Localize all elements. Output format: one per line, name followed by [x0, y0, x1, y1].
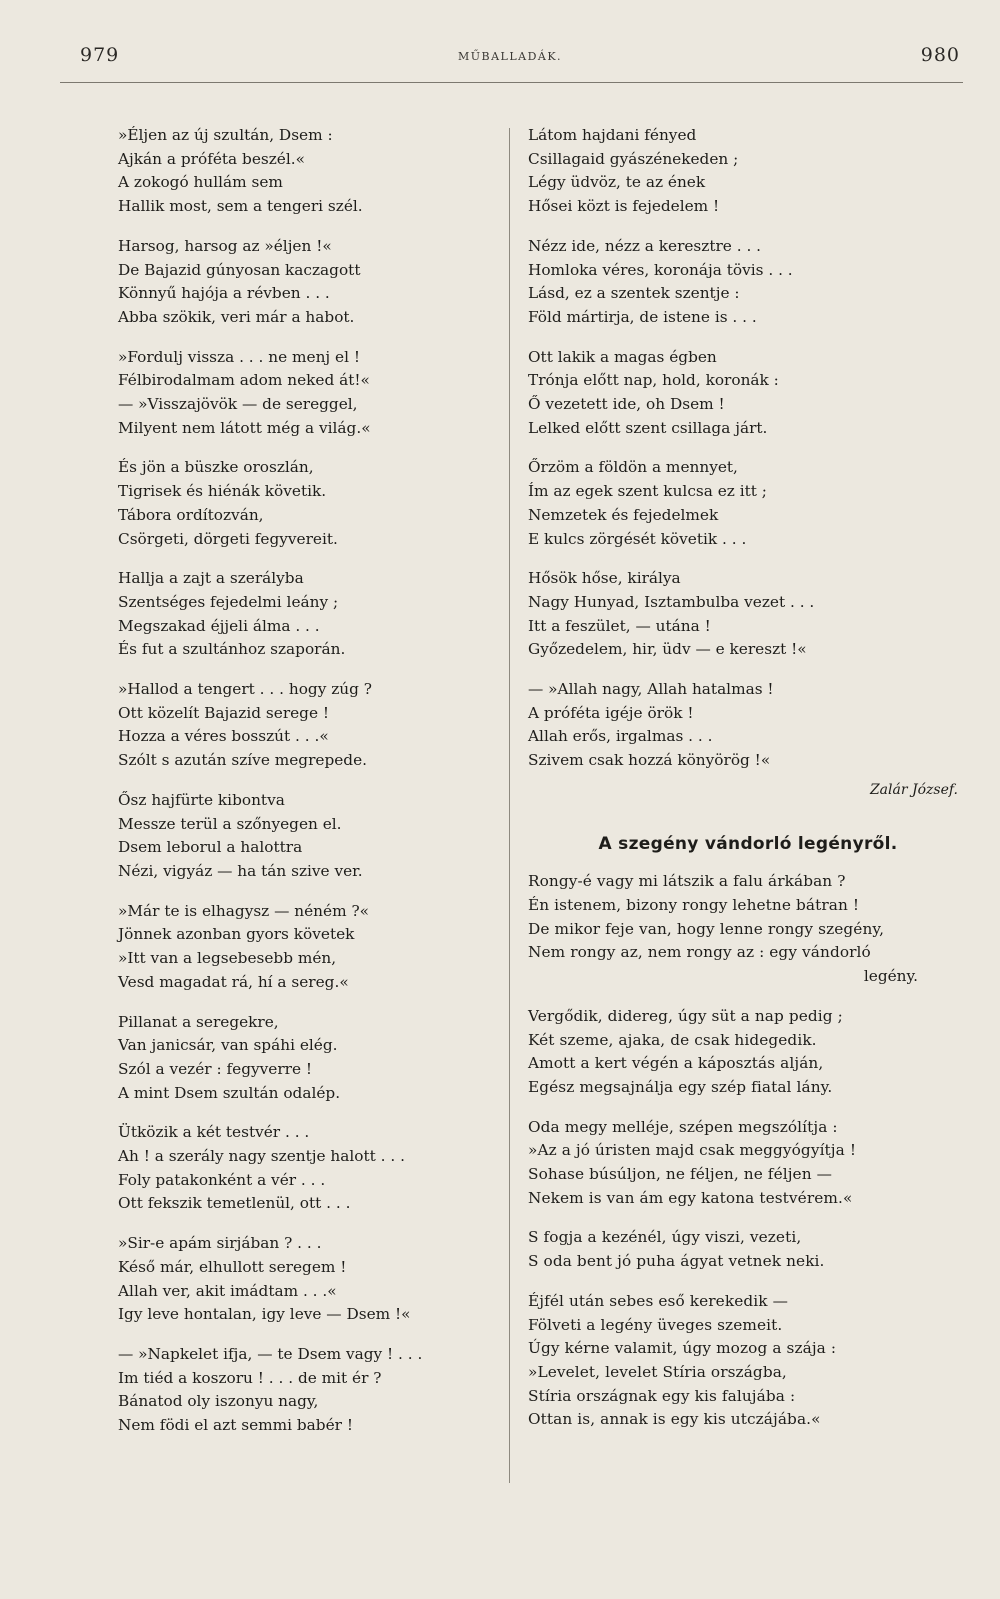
stanza — [528, 870, 968, 989]
poem-line: E kulcs zörgését követik . . . — [528, 529, 747, 548]
stanza — [528, 235, 968, 330]
header-rule — [60, 82, 963, 83]
poem-line: Stíria országnak egy kis falujába : — [528, 1386, 796, 1405]
poem-line: Vesd magadat rá, hí a sereg.« — [118, 972, 349, 991]
poem-line: Trónja előtt nap, hold, koronák : — [528, 371, 779, 390]
stanza — [118, 456, 498, 551]
poem-line: Félbirodalmam adom neked át!« — [118, 371, 370, 390]
poem-line: Csörgeti, dörgeti fegyvereit. — [118, 529, 338, 548]
poem-line: Késő már, elhullott seregem ! — [118, 1257, 347, 1276]
stanza — [528, 1226, 968, 1273]
poem-line: Tigrisek és hiénák követik. — [118, 482, 327, 501]
poem-line: Nemzetek és fejedelmek — [528, 505, 719, 524]
page-number-right: 980 — [920, 44, 960, 66]
author-signature: Zalár József. — [869, 781, 958, 798]
poem-line: Ő vezetett ide, oh Dsem ! — [528, 395, 725, 414]
poem-line: — »Napkelet ifja, — te Dsem vagy ! . . . — [118, 1344, 423, 1363]
poem-line: Szólt s azután szíve megrepede. — [118, 751, 368, 770]
poem-line-continuation: legény. — [863, 967, 918, 986]
poem-line: Szentséges fejedelmi leány ; — [118, 592, 339, 611]
poem-line: Hősei közt is fejedelem ! — [528, 197, 720, 216]
poem-line: Lelked előtt szent csillaga járt. — [528, 418, 768, 437]
poem-line: Lásd, ez a szentek szentje : — [528, 284, 740, 303]
poem-line: »Az a jó úristen majd csak meggyógyítja ! — [528, 1141, 857, 1160]
page-number-left: 979 — [80, 44, 120, 66]
poem-line: Ím az egek szent kulcsa ez itt ; — [528, 482, 767, 501]
poem-line: Dsem leborul a halottra — [118, 838, 303, 857]
poem-line: Rongy-é vagy mi látszik a falu árkában ? — [528, 872, 846, 891]
stanza — [118, 900, 498, 995]
running-title: MŰBALLADÁK. — [457, 50, 563, 63]
poem-line: Szól a vezér : fegyverre ! — [118, 1059, 313, 1078]
stanza — [528, 678, 968, 773]
poem-line: Hozza a véres bosszút . . .« — [118, 727, 329, 746]
column-divider — [509, 128, 510, 1483]
poem-line: Egész megsajnálja egy szép fiatal lány. — [528, 1077, 833, 1096]
poem-line: Hallja a zajt a szerályba — [118, 569, 304, 588]
poem-line: Én istenem, bizony rongy lehetne bátran ! — [528, 895, 860, 914]
poem-line: Őrzöm a földön a mennyet, — [528, 458, 738, 477]
poem-line: Vergődik, didereg, úgy süt a nap pedig ; — [528, 1006, 843, 1025]
poem-line: Pillanat a seregekre, — [118, 1012, 279, 1031]
poem-line: De mikor feje van, hogy lenne rongy szegény, — [528, 919, 885, 938]
stanza — [528, 124, 968, 219]
poem-title: A szegény vándorló legényről. — [598, 833, 898, 854]
poem-line: És jön a büszke oroszlán, — [118, 458, 314, 477]
poem-line: Ősz hajfürte kibontva — [118, 790, 285, 809]
poem-line: Itt a feszület, — utána ! — [528, 616, 711, 635]
poem-line: S fogja a kezénél, úgy viszi, vezeti, — [528, 1228, 802, 1247]
poem-line: Oda megy melléje, szépen megszólítja : — [528, 1117, 838, 1136]
poem-line: Messze terül a szőnyegen el. — [118, 814, 342, 833]
poem-line: Homloka véres, koronája tövis . . . — [528, 260, 793, 279]
poem-line: Abba szökik, veri már a habot. — [118, 307, 355, 326]
poem-line: Fölveti a legény üveges szemeit. — [528, 1315, 783, 1334]
poem-line: Két szeme, ajaka, de csak hidegedik. — [528, 1030, 817, 1049]
poem-line: Milyent nem látott még a világ.« — [118, 418, 371, 437]
poem-line: Nem födi el azt semmi babér ! — [118, 1416, 353, 1435]
poem-line: Tábora ordítozván, — [118, 505, 264, 524]
poem-line: Allah ver, akit imádtam . . .« — [118, 1281, 337, 1300]
poem-line: Van janicsár, van spáhi elég. — [118, 1036, 338, 1055]
stanza — [118, 678, 498, 773]
poem-line: »Már te is elhagysz — néném ?« — [118, 901, 370, 920]
poem-line: — »Visszajövök — de sereggel, — [118, 395, 358, 414]
poem-line: Ajkán a próféta beszél.« — [118, 149, 305, 168]
stanza — [118, 235, 498, 330]
poem-line: Föld mártirja, de istene is . . . — [528, 307, 757, 326]
stanza — [118, 1011, 498, 1106]
poem-line: Ütközik a két testvér . . . — [118, 1123, 310, 1142]
poem-line: Allah erős, irgalmas . . . — [528, 727, 713, 746]
stanza — [118, 1343, 498, 1438]
poem-line: Nézz ide, nézz a keresztre . . . — [528, 236, 762, 255]
stanza — [118, 124, 498, 219]
poem-line: S oda bent jó puha ágyat vetnek neki. — [528, 1252, 825, 1271]
poem-line: Jönnek azonban gyors követek — [118, 925, 355, 944]
poem-line: Megszakad éjjeli álma . . . — [118, 616, 320, 635]
poem-line: Nagy Hunyad, Isztambulba vezet . . . — [528, 592, 815, 611]
poem-line: Nézi, vigyáz — ha tán szive ver. — [118, 861, 363, 880]
poem-line: Ott fekszik temetlenül, ott . . . — [118, 1194, 351, 1213]
poem-line: Nem rongy az, nem rongy az : egy vándorló — [528, 943, 871, 962]
poem-line: Látom hajdani fényed — [528, 126, 697, 144]
stanza — [528, 1116, 968, 1211]
stanza — [528, 1005, 968, 1100]
poem-line: Nekem is van ám egy katona testvérem.« — [528, 1188, 853, 1207]
stanza — [528, 456, 968, 551]
stanza — [118, 1232, 498, 1327]
poem-line: Ott lakik a magas égben — [528, 347, 717, 366]
poem-line: Ott közelít Bajazid serege ! — [118, 703, 330, 722]
poem-continuation — [528, 124, 968, 773]
poem-line: És fut a szultánhoz szaporán. — [118, 640, 346, 659]
page-header — [60, 44, 960, 84]
poem-line: Csillagaid gyászénekeden ; — [528, 149, 739, 168]
poem-line: Éjfél után sebes eső kerekedik — — [528, 1291, 788, 1310]
poem-line: »Fordulj vissza . . . ne menj el ! — [118, 347, 360, 366]
poem-line: Ah ! a szerály nagy szentje halott . . . — [118, 1147, 405, 1166]
poem-line: »Hallod a tengert . . . hogy zúg ? — [118, 680, 372, 699]
stanza — [118, 1121, 498, 1216]
poem-body — [528, 1005, 968, 1432]
stanza — [118, 346, 498, 441]
poem-line: Amott a kert végén a káposztás alján, — [528, 1054, 824, 1073]
stanza — [118, 567, 498, 662]
poem-line: Bánatod oly iszonyu nagy, — [118, 1392, 319, 1411]
left-column — [118, 124, 498, 1454]
poem-line: Im tiéd a koszoru ! . . . de mit ér ? — [118, 1368, 382, 1387]
poem-line: Úgy kérne valamit, úgy mozog a szája : — [528, 1339, 837, 1358]
stanza — [528, 346, 968, 441]
poem-line: Győzedelem, hir, üdv — e kereszt !« — [528, 640, 807, 659]
poem-line: Hősök hőse, királya — [528, 569, 681, 588]
poem-line: Sohase búsúljon, ne féljen, ne féljen — — [528, 1165, 833, 1184]
poem-line: A mint Dsem szultán odalép. — [118, 1083, 341, 1102]
poem-line: Ottan is, annak is egy kis utczájába.« — [528, 1410, 821, 1429]
poem-line: Légy üdvöz, te az ének — [528, 173, 706, 192]
right-column — [528, 124, 968, 1448]
stanza — [528, 1290, 968, 1432]
stanza — [528, 567, 968, 662]
poem-line: »Itt van a legsebesebb mén, — [118, 949, 337, 968]
poem-line: Foly patakonként a vér . . . — [118, 1170, 326, 1189]
poem-line: Hallik most, sem a tengeri szél. — [118, 197, 363, 216]
poem-line: »Sir-e apám sirjában ? . . . — [118, 1234, 322, 1253]
poem-line: Szivem csak hozzá könyörög !« — [528, 751, 771, 770]
stanza — [118, 789, 498, 884]
poem-line: Harsog, harsog az »éljen !« — [118, 236, 332, 255]
poem-line: A próféta igéje örök ! — [528, 703, 694, 722]
poem-line: Könnyű hajója a révben . . . — [118, 284, 330, 303]
poem-line: »Éljen az új szultán, Dsem : — [118, 126, 333, 144]
poem-line: A zokogó hullám sem — [118, 173, 283, 192]
poem-line: — »Allah nagy, Allah hatalmas ! — [528, 680, 774, 699]
poem-line: »Levelet, levelet Stíria országba, — [528, 1362, 787, 1381]
poem-line: Igy leve hontalan, igy leve — Dsem !« — [118, 1305, 411, 1324]
poem-line: De Bajazid gúnyosan kaczagott — [118, 260, 361, 279]
